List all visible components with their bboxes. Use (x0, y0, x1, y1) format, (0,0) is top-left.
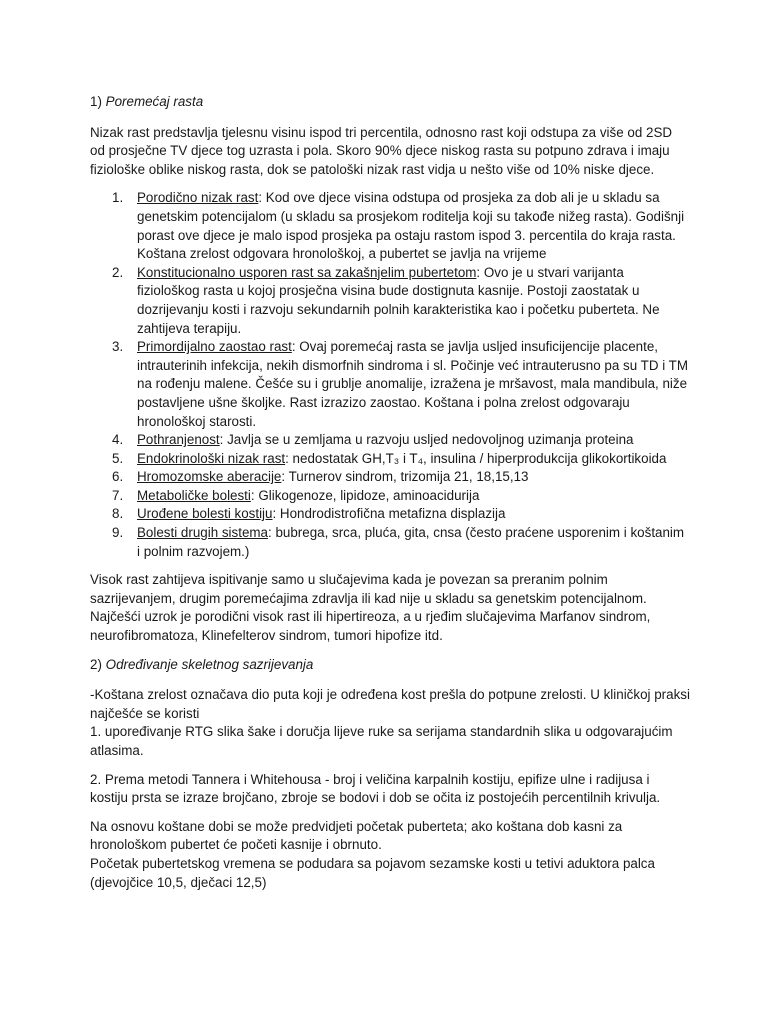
section-1-heading (90, 93, 690, 112)
list-item-number: 4. (112, 432, 124, 448)
list-item-term: Porodično nizak rast (137, 190, 259, 206)
document-page (90, 93, 690, 892)
list-item-number: 7. (112, 487, 124, 503)
list-item-number: 8. (112, 506, 124, 522)
list-item-term: Urođene bolesti kostiju (137, 506, 273, 522)
list-item-term: Hromozomske aberacije (137, 469, 282, 485)
section-2-paragraph: 1. upoređivanje RTG slika šake i doručja lijeve ruke sa serijama standardnih slika u odgovarajućim atlasima. (90, 724, 673, 758)
section-1-intro: Nizak rast predstavlja tjelesnu visinu ispod tri percentila, odnosno rast koji odstupa za više od 2SD od prosječne TV djece tog uzrasta i pola. Skoro 90% djece niskog rasta su potpuno zdrava i imaju fiziološke oblike niskog rasta, dok se patološki nizak rast vidja u nešto više od 10% niske djece. (90, 124, 673, 177)
list-item-number: 6. (112, 469, 124, 485)
list-item (90, 505, 690, 524)
section-2-paragraph: 2. Prema metodi Tannera i Whitehousa - broj i veličina karpalnih kostiju, epifize ulne i radijusa i kostiju prsta se izraze brojčano, zbroje se bodovi i dob se očita iz postojećih percentilnih krivulja. (90, 771, 661, 806)
list-item-number: 9. (112, 525, 124, 541)
list-item-number: 2. (112, 264, 124, 280)
short-stature-causes-list (90, 189, 690, 561)
section-1-title: Poremećaj rasta (105, 94, 204, 109)
list-item (90, 264, 690, 338)
list-item-number: 5. (112, 450, 124, 466)
section-1-number: 1) (90, 94, 102, 109)
list-item (90, 450, 690, 469)
list-item-number: 3. (112, 339, 124, 355)
list-item-term: Endokrinološki nizak rast (137, 450, 286, 466)
list-item (90, 468, 690, 487)
list-item-text: : Kod ove djece visina odstupa od prosjeka za dob ali je u skladu sa genetskim potencijalom (u skladu sa prosjekom roditelja koji su takođe nižeg rasta). Godišnji porast ove djece je malo ispod prosjeka pa ostaju rastom ispod 3. percentila do kraja rasta. Koštana zrelost odgovara hronološkoj, a pubertet se javlja na vrijeme (137, 190, 685, 262)
list-item-term: Pothranjenost (137, 432, 220, 448)
section-2-heading (90, 656, 690, 675)
list-item-text: : nedostatak GH,T₃ i T₄, insulina / hiperprodukcija glikokortikoida (285, 450, 667, 466)
section-2-title: Određivanje skeletnog sazrijevanja (105, 656, 314, 672)
section-2-paragraph: -Koštana zrelost označava dio puta koji je određena kost prešla do potpune zrelosti. U kliničkoj praksi najčešće se koristi (90, 687, 690, 721)
list-item-term: Konstitucionalno usporen rast sa zakašnjelim pubertetom (137, 264, 477, 280)
list-item-term: Metaboličke bolesti (137, 487, 251, 503)
section-2-number: 2) (90, 656, 102, 672)
list-item-text: : Ovo je u stvari varijanta fiziološkog rasta u kojoj prosječna visina bude dostignuta kasnije. Postoji zaostatak u dozrijevanju kosti i razvoju sekundarnih polnih karakteristika kao i početku puberteta. Ne zahtijeva terapiju. (137, 264, 660, 336)
list-item-text: : Javlja se u zemljama u razvoju usljed nedovoljnog uzimanja proteina (219, 432, 634, 448)
list-item-term: Bolesti drugih sistema (137, 525, 268, 541)
list-item (90, 431, 690, 450)
list-item-text: : Turnerov sindrom, trizomija 21, 18,15,13 (281, 469, 529, 485)
list-item-term: Primordijalno zaostao rast (137, 339, 292, 355)
list-item-number: 1. (112, 190, 124, 206)
list-item (90, 524, 690, 561)
list-item-text: : bubrega, srca, pluća, gita, cnsa (često praćene usporenim i koštanim i polnim razvojem.) (137, 525, 685, 559)
section-2-paragraph: Početak pubertetskog vremena se podudara sa pojavom sezamske kosti u tetivi aduktora palca (djevojčice 10,5, dječaci 12,5) (90, 855, 655, 890)
list-item (90, 487, 690, 506)
list-item-text: : Glikogenoze, lipidoze, aminoacidurija (250, 487, 480, 503)
list-item (90, 338, 690, 431)
section-2-paragraph: Na osnovu koštane dobi se može predvidjeti početak puberteta; ako koštana dob kasni za hronološkom pubertet će početi kasnije i obrnuto. (90, 818, 623, 853)
list-item (90, 189, 690, 263)
list-item-text: : Hondrodistrofična metafizna displazija (272, 506, 506, 522)
list-item-text: : Ovaj poremećaj rasta se javlja usljed insuficijencije placente, intrauterinih infekcija, nekih dismorfnih sindroma i sl. Počinje već intrauterusno pa su TD i TM na rođenju malene. Češće su i grublje anomalije, izražena je mršavost, mala mandibula, niže postavljene ušne školjke. Rast izrazizo zaostao. Koštana i polna zrelost odgovaraju hronološkoj starosti. (137, 339, 688, 429)
section-1-outro: Visok rast zahtijeva ispitivanje samo u slučajevima kada je povezan sa preranim polnim sazrijevanjem, drugim poremećajima zdravlja ili kad nije u skladu sa genetskim potencijalnom. Najčešći uzrok je porodični visok rast ili hipertireoza, a u rjeđim slučajevima Marfanov sindrom, neurofibromatoza, Klinefelterov sindrom, tumori hipofize itd. (90, 572, 651, 644)
